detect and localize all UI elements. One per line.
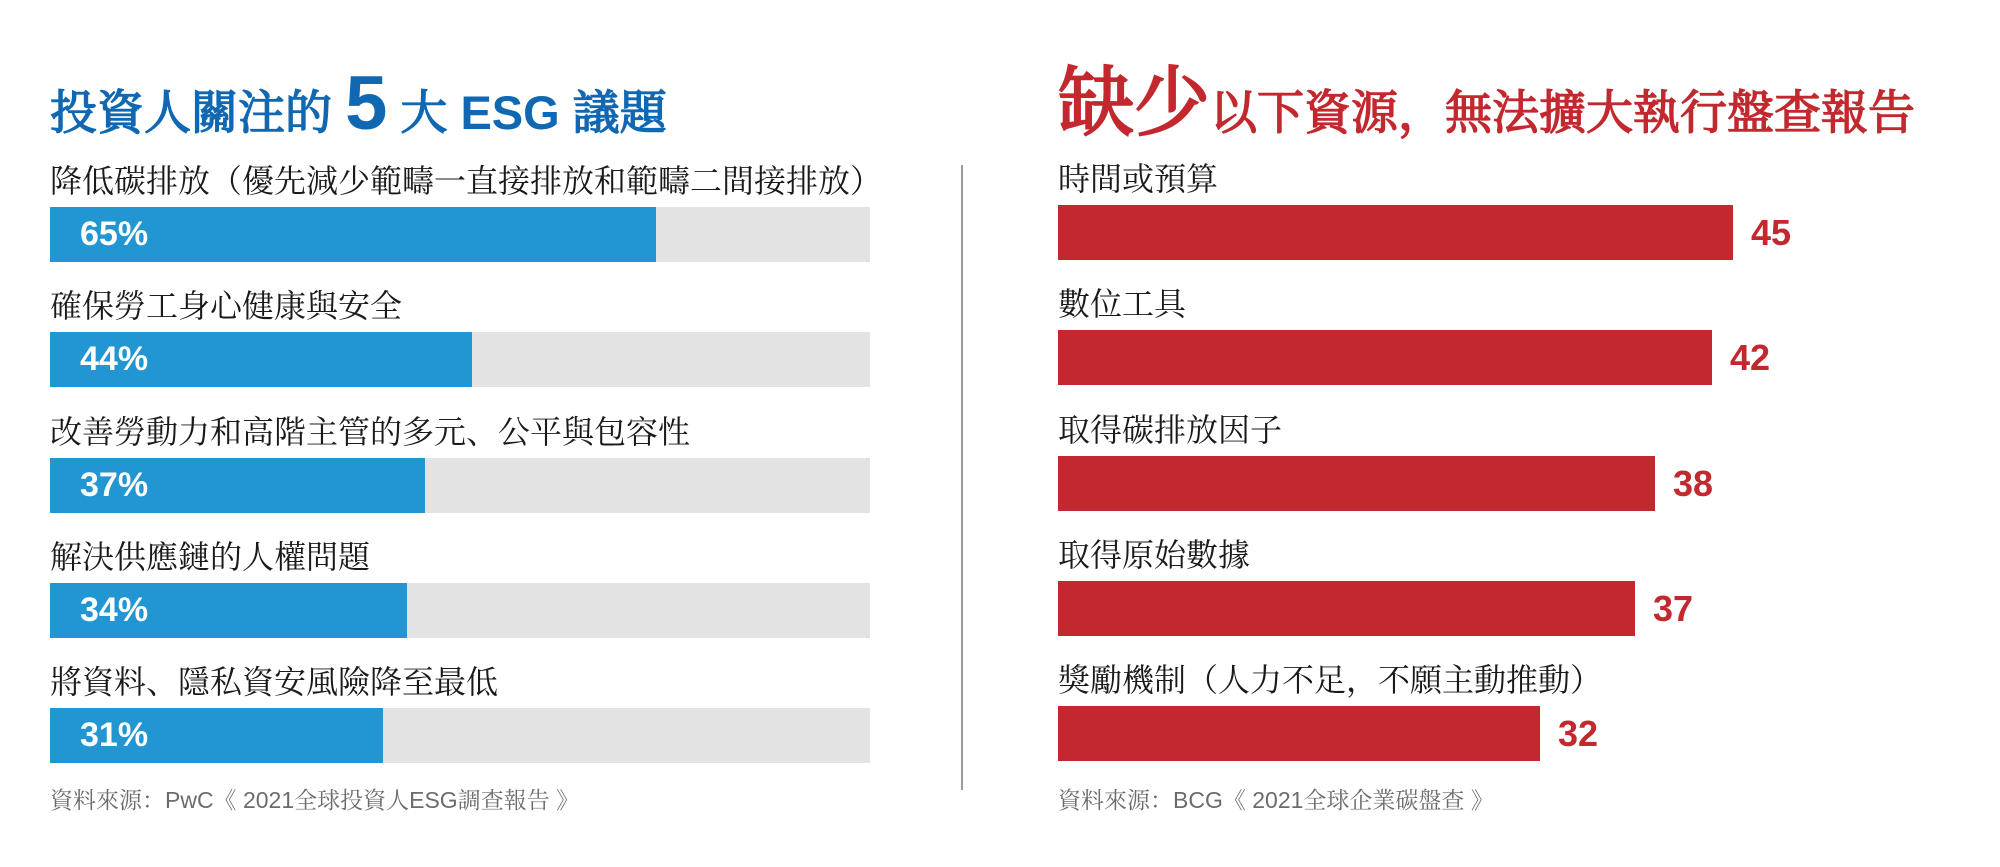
bar-category-label: 將資料、隱私資安風險降至最低: [50, 664, 499, 700]
bar-value-label: 44%: [80, 340, 149, 378]
bar-category-label: 數位工具: [1058, 286, 1187, 322]
right-chart-source: 資料來源：BCG《 2021全球企業碳盤查 》: [1058, 787, 1494, 813]
bar-fill: [1058, 706, 1540, 761]
bar-category-label: 確保勞工身心健康與安全: [50, 288, 403, 324]
divider-line: [961, 165, 963, 790]
bar-category-label: 時間或預算: [1058, 161, 1219, 197]
bar-fill: [1058, 205, 1733, 260]
bar-value-label: 32: [1558, 713, 1599, 754]
bar-value-label: 37: [1653, 588, 1694, 629]
bar-value-label: 38: [1673, 463, 1714, 504]
bar-fill: [50, 708, 383, 763]
right-title-suffix: 以下資源，無法擴大執行盤查報告: [1210, 86, 1915, 139]
bar-value-label: 42: [1730, 337, 1771, 378]
bar-track: [50, 207, 870, 262]
left-title-suffix: 大 ESG 議題: [387, 86, 667, 139]
bar-fill: [50, 583, 407, 638]
bar-value-label: 34%: [80, 591, 149, 629]
bar-track: [50, 458, 870, 513]
right-title-big-word: 缺少: [1058, 61, 1210, 146]
bar-value-label: 37%: [80, 466, 149, 504]
bar-category-label: 降低碳排放（優先減少範疇一直接排放和範疇二間接排放）: [50, 163, 883, 199]
bar-category-label: 改善勞動力和高階主管的多元、公平與包容性: [50, 414, 691, 450]
bar-fill: [50, 458, 425, 513]
bar-category-label: 獎勵機制（人力不足，不願主動推動）: [1058, 662, 1603, 698]
bar-value-label: 65%: [80, 215, 149, 253]
left-chart-source: 資料來源：PwC《 2021全球投資人ESG調查報告 》: [50, 787, 580, 813]
bar-fill: [1058, 330, 1712, 385]
bar-track: [50, 583, 870, 638]
bar-category-label: 取得碳排放因子: [1058, 412, 1283, 448]
bar-fill: [1058, 581, 1635, 636]
bar-category-label: 取得原始數據: [1058, 537, 1251, 573]
bar-fill: [50, 207, 656, 262]
left-title-prefix: 投資人關注的: [50, 86, 346, 139]
bar-category-label: 解決供應鏈的人權問題: [50, 539, 371, 575]
bar-track: [50, 708, 870, 763]
bar-value-label: 45: [1751, 212, 1792, 253]
left-chart-title: [50, 61, 667, 146]
bar-value-label: 31%: [80, 716, 149, 754]
bar-fill: [50, 332, 472, 387]
bar-track: [50, 332, 870, 387]
bar-fill: [1058, 456, 1655, 511]
left-title-big-number: 5: [345, 61, 388, 146]
right-chart-title: [1058, 61, 1915, 146]
